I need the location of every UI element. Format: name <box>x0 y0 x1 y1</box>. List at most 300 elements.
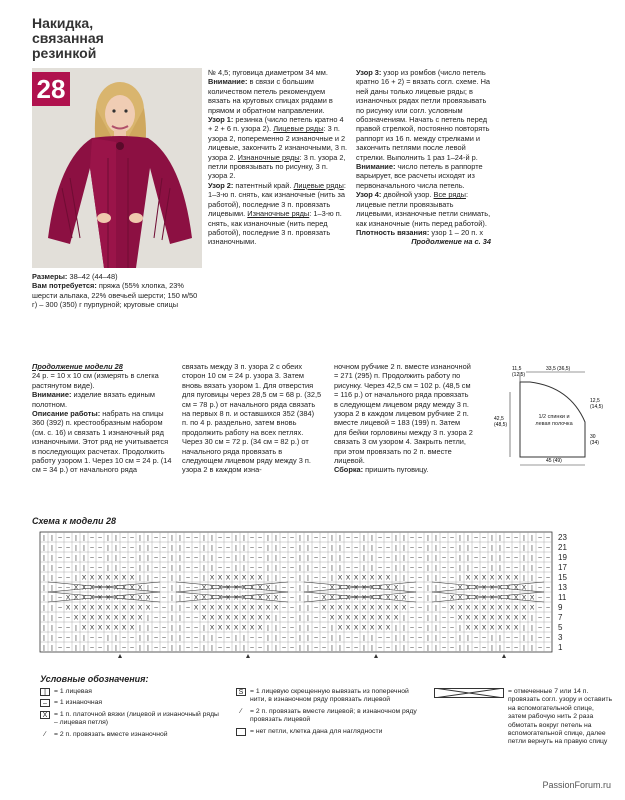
chart-stitch-symbol: – <box>410 574 414 582</box>
chart-stitch-symbol: – <box>98 634 102 642</box>
legend-item <box>40 688 220 696</box>
chart-stitch-symbol: – <box>66 644 70 652</box>
chart-stitch-symbol: – <box>322 624 326 632</box>
chart-stitch-symbol: | <box>371 644 373 652</box>
chart-stitch-symbol: X <box>369 604 375 612</box>
chart-stitch-symbol: | <box>179 604 181 612</box>
chart-stitch-symbol: X <box>481 604 487 612</box>
chart-stitch-symbol: – <box>154 644 158 652</box>
chart-stitch-symbol: | <box>115 564 117 572</box>
chart-stitch-symbol: – <box>218 634 222 642</box>
chart-stitch-symbol: X <box>465 584 471 592</box>
chart-stitch-symbol: – <box>322 544 326 552</box>
chart-title: Схема к модели 28 <box>32 516 116 526</box>
wrap-stitches-symbol-icon <box>434 688 504 698</box>
chart-stitch-symbol: X <box>353 584 359 592</box>
chart-stitch-symbol: – <box>66 584 70 592</box>
chart-stitch-symbol: – <box>314 644 318 652</box>
chart-stitch-symbol: X <box>241 574 247 582</box>
chart-stitch-symbol: X <box>361 614 367 622</box>
chart-stitch-symbol: | <box>435 624 437 632</box>
chart-stitch-symbol: X <box>137 604 143 612</box>
chart-stitch-symbol: | <box>267 634 269 642</box>
chart-stitch-symbol: X <box>193 594 199 602</box>
legend-text: = 2 п. провязать вместе изнаночной <box>54 730 168 738</box>
chart-stitch-symbol: | <box>75 544 77 552</box>
chart-stitch-symbol: | <box>83 544 85 552</box>
chart-stitch-symbol: X <box>369 614 375 622</box>
chart-stitch-symbol: | <box>299 544 301 552</box>
continuation-column-2 <box>182 362 322 475</box>
chart-stitch-symbol: – <box>442 594 446 602</box>
chart-stitch-symbol: | <box>235 544 237 552</box>
chart-stitch-symbol: X <box>497 624 503 632</box>
chart-stitch-symbol: X <box>377 574 383 582</box>
chart-stitch-symbol: X <box>521 594 527 602</box>
chart-row-label: 15 <box>558 573 567 582</box>
chart-stitch-symbol: – <box>410 534 414 542</box>
chart-stitch-symbol: – <box>194 644 198 652</box>
chart-stitch-symbol: X <box>65 604 71 612</box>
chart-stitch-symbol: X <box>489 614 495 622</box>
chart-stitch-symbol: | <box>267 624 269 632</box>
chart-stitch-symbol: – <box>354 644 358 652</box>
chart-stitch-symbol: | <box>427 554 429 562</box>
chart-stitch-symbol: – <box>482 554 486 562</box>
legend-column-3 <box>434 688 614 747</box>
chart-stitch-symbol: – <box>282 534 286 542</box>
chart-stitch-symbol: – <box>186 574 190 582</box>
chart-row-label: 3 <box>558 633 563 642</box>
chart-stitch-symbol: – <box>474 644 478 652</box>
chart-stitch-symbol: | <box>427 584 429 592</box>
chart-stitch-symbol: X <box>97 614 103 622</box>
chart-stitch-symbol: | <box>531 564 533 572</box>
chart-stitch-symbol: – <box>354 634 358 642</box>
chart-stitch-symbol: | <box>363 554 365 562</box>
chart-stitch-symbol: | <box>139 634 141 642</box>
chart-stitch-symbol: – <box>258 534 262 542</box>
chart-stitch-symbol: | <box>171 564 173 572</box>
chart-stitch-symbol: X <box>385 614 391 622</box>
chart-stitch-symbol: | <box>331 544 333 552</box>
legend-text: = 1 изнаночная <box>54 699 103 707</box>
chart-stitch-symbol: | <box>275 614 277 622</box>
work-label: Описание работы: <box>32 409 101 419</box>
chart-stitch-symbol: | <box>435 594 437 602</box>
chart-stitch-symbol: | <box>107 554 109 562</box>
chart-stitch-symbol: X <box>377 604 383 612</box>
chart-stitch-symbol: X <box>529 604 535 612</box>
chart-stitch-symbol: | <box>339 634 341 642</box>
density-label: Плотность вязания: <box>356 227 430 237</box>
chart-stitch-symbol: X <box>249 574 255 582</box>
chart-stitch-symbol: | <box>51 604 53 612</box>
chart-stitch-symbol: – <box>162 574 166 582</box>
chart-stitch-symbol: – <box>154 614 158 622</box>
chart-stitch-symbol: | <box>435 564 437 572</box>
chart-stitch-symbol: – <box>130 564 134 572</box>
chart-stitch-symbol: | <box>307 554 309 562</box>
chart-stitch-symbol: X <box>273 594 279 602</box>
chart-stitch-symbol: – <box>378 634 382 642</box>
chart-stitch-symbol: | <box>467 644 469 652</box>
chart-stitch-symbol: – <box>258 644 262 652</box>
attention-label: Внимание: <box>32 390 72 400</box>
chart-stitch-symbol: – <box>418 594 422 602</box>
chart-stitch-symbol: X <box>361 584 367 592</box>
chart-stitch-symbol: | <box>211 554 213 562</box>
chart-stitch-symbol: | <box>363 564 365 572</box>
chart-stitch-symbol: | <box>467 534 469 542</box>
chart-stitch-symbol: – <box>378 564 382 572</box>
chart-stitch-symbol: X <box>457 614 463 622</box>
chart-stitch-symbol: – <box>194 624 198 632</box>
chart-stitch-symbol: X <box>353 614 359 622</box>
chart-stitch-symbol: – <box>354 544 358 552</box>
chart-stitch-symbol: | <box>307 564 309 572</box>
chart-stitch-symbol: | <box>139 624 141 632</box>
chart-stitch-symbol: X <box>73 584 79 592</box>
chart-stitch-symbol: X <box>217 624 223 632</box>
chart-stitch-symbol: – <box>186 594 190 602</box>
chart-stitch-symbol: X <box>129 574 135 582</box>
chart-stitch-symbol: X <box>457 584 463 592</box>
chart-stitch-symbol: X <box>345 614 351 622</box>
chart-stitch-symbol: X <box>457 594 463 602</box>
work-text: набрать на спицы 360 (392) п. крестообразным набором (см. с. 16) и связать 1 изнаночный ряд изнаночными. Этот ряд не учитывается в последующих расчетах. Продолжить работу узором 1. Через 10 см = 24 р. (14 см = 34 р.) от начального ряда <box>32 409 172 475</box>
repeat-arrow-icon <box>117 654 123 658</box>
chart-stitch-symbol: | <box>395 644 397 652</box>
chart-stitch-symbol: – <box>442 534 446 542</box>
chart-stitch-symbol: | <box>275 644 277 652</box>
sizes-value: 38–42 (44–48) <box>69 272 118 281</box>
chart-stitch-symbol: | <box>467 634 469 642</box>
chart-stitch-symbol: | <box>499 564 501 572</box>
chart-stitch-symbol: – <box>386 564 390 572</box>
chart-stitch-symbol: X <box>73 614 79 622</box>
chart-stitch-symbol: – <box>386 544 390 552</box>
chart-stitch-symbol: X <box>449 604 455 612</box>
chart-stitch-symbol: | <box>331 564 333 572</box>
chart-stitch-symbol: X <box>97 574 103 582</box>
chart-stitch-symbol: – <box>546 574 550 582</box>
chart-stitch-symbol: – <box>290 644 294 652</box>
continued-note: Продолжение на с. 34 <box>411 237 491 247</box>
legend-item <box>236 728 426 736</box>
pattern4-text: двойной узор. <box>381 190 434 200</box>
chart-stitch-symbol: X <box>97 604 103 612</box>
chart-stitch-symbol: | <box>275 584 277 592</box>
chart-stitch-symbol: | <box>331 554 333 562</box>
chart-stitch-symbol: | <box>403 584 405 592</box>
chart-stitch-symbol: X <box>513 584 519 592</box>
chart-stitch-symbol: | <box>307 614 309 622</box>
chart-stitch-symbol: – <box>378 644 382 652</box>
chart-stitch-symbol: – <box>162 634 166 642</box>
purl-symbol-icon: – <box>40 699 50 707</box>
chart-stitch-symbol: – <box>482 534 486 542</box>
chart-stitch-symbol: X <box>513 624 519 632</box>
chart-stitch-symbol: | <box>427 544 429 552</box>
chart-stitch-symbol: – <box>354 534 358 542</box>
chart-stitch-symbol: X <box>361 604 367 612</box>
chart-stitch-symbol: X <box>513 614 519 622</box>
chart-stitch-symbol: | <box>459 624 461 632</box>
chart-stitch-symbol: – <box>290 634 294 642</box>
chart-stitch-symbol: | <box>427 614 429 622</box>
chart-stitch-symbol: – <box>226 564 230 572</box>
chart-stitch-symbol: – <box>58 564 62 572</box>
chart-stitch-symbol: X <box>401 594 407 602</box>
chart-stitch-symbol: | <box>43 624 45 632</box>
chart-stitch-symbol: | <box>339 534 341 542</box>
chart-stitch-symbol: – <box>346 534 350 542</box>
legend-text: = 1 лицевую скрещенную вывязать из поперечной нити, в изнаночном ряду провязать лицевой <box>250 688 409 704</box>
chart-stitch-symbol: | <box>499 534 501 542</box>
chart-stitch-symbol: | <box>523 634 525 642</box>
chart-stitch-symbol: | <box>171 604 173 612</box>
dim-label: 42,5 <box>494 416 504 422</box>
pattern2-text: : 1–3-ю п. снять, как изнаночные (нить перед работой), последние 3 п. провязать изнаночными. <box>208 209 342 247</box>
chart-stitch-symbol: | <box>171 644 173 652</box>
chart-stitch-symbol: – <box>346 544 350 552</box>
chart-stitch-symbol: – <box>154 554 158 562</box>
chart-stitch-symbol: – <box>482 634 486 642</box>
chart-stitch-symbol: | <box>243 534 245 542</box>
chart-stitch-symbol: X <box>473 624 479 632</box>
chart-stitch-symbol: | <box>43 604 45 612</box>
repeat-arrow-icon <box>373 654 379 658</box>
chart-stitch-symbol: | <box>427 534 429 542</box>
chart-stitch-symbol: – <box>482 644 486 652</box>
chart-stitch-symbol: – <box>442 544 446 552</box>
chart-stitch-symbol: | <box>235 534 237 542</box>
chart-stitch-symbol: X <box>369 574 375 582</box>
chart-stitch-symbol: – <box>90 544 94 552</box>
chart-stitch-symbol: – <box>354 554 358 562</box>
chart-stitch-symbol: X <box>337 604 343 612</box>
chart-stitch-symbol: X <box>105 614 111 622</box>
chart-stitch-symbol: | <box>531 574 533 582</box>
chart-stitch-symbol: – <box>290 554 294 562</box>
chart-stitch-symbol: X <box>473 604 479 612</box>
chart-stitch-symbol: X <box>337 594 343 602</box>
chart-stitch-symbol: X <box>513 574 519 582</box>
chart-stitch-symbol: – <box>282 544 286 552</box>
legend-column-1 <box>40 688 220 742</box>
chart-stitch-symbol: | <box>51 634 53 642</box>
chart-stitch-symbol: – <box>450 574 454 582</box>
chart-stitch-symbol: – <box>442 574 446 582</box>
chart-stitch-symbol: X <box>225 594 231 602</box>
chart-stitch-symbol: | <box>523 544 525 552</box>
pattern1-text: резинка (число петель кратно 4 + 2 + 6 п. узора 2). <box>208 115 344 134</box>
chart-stitch-symbol: | <box>275 574 277 582</box>
knit2tog-symbol-icon: ∕ <box>240 707 242 715</box>
chart-stitch-symbol: | <box>43 564 45 572</box>
chart-stitch-symbol: – <box>482 564 486 572</box>
chart-stitch-symbol: | <box>523 534 525 542</box>
chart-stitch-symbol: X <box>233 604 239 612</box>
chart-stitch-symbol: X <box>257 584 263 592</box>
chart-stitch-symbol: | <box>459 564 461 572</box>
chart-stitch-symbol: – <box>194 614 198 622</box>
chart-stitch-symbol: | <box>43 634 45 642</box>
chart-stitch-symbol: – <box>322 534 326 542</box>
chart-stitch-symbol: – <box>122 554 126 562</box>
chart-stitch-symbol: | <box>115 544 117 552</box>
chart-stitch-symbol: X <box>233 594 239 602</box>
chart-stitch-symbol: – <box>314 544 318 552</box>
chart-stitch-symbol: – <box>378 554 382 562</box>
chart-stitch-symbol: X <box>121 604 127 612</box>
chart-stitch-symbol: | <box>403 554 405 562</box>
chart-stitch-symbol: | <box>435 644 437 652</box>
chart-stitch-symbol: X <box>505 624 511 632</box>
assembly-text: пришить пуговицу. <box>363 465 429 475</box>
chart-stitch-symbol: – <box>314 624 318 632</box>
chart-stitch-symbol: – <box>322 554 326 562</box>
chart-stitch-symbol: – <box>282 574 286 582</box>
chart-stitch-symbol: – <box>538 624 542 632</box>
chart-stitch-symbol: X <box>257 614 263 622</box>
chart-stitch-symbol: | <box>531 534 533 542</box>
chart-stitch-symbol: | <box>427 624 429 632</box>
chart-stitch-symbol: X <box>353 594 359 602</box>
chart-stitch-symbol: – <box>282 594 286 602</box>
chart-stitch-symbol: | <box>275 634 277 642</box>
chart-stitch-symbol: | <box>435 544 437 552</box>
chart-stitch-symbol: – <box>474 544 478 552</box>
chart-stitch-symbol: X <box>465 614 471 622</box>
chart-stitch-symbol: X <box>345 574 351 582</box>
chart-stitch-symbol: – <box>322 644 326 652</box>
chart-stitch-symbol: X <box>105 624 111 632</box>
chart-stitch-symbol: | <box>51 534 53 542</box>
chart-stitch-symbol: X <box>385 594 391 602</box>
chart-stitch-symbol: – <box>58 644 62 652</box>
chart-stitch-symbol: X <box>337 614 343 622</box>
chart-stitch-symbol: X <box>361 574 367 582</box>
chart-stitch-symbol: | <box>243 644 245 652</box>
chart-stitch-symbol: – <box>98 554 102 562</box>
attention-label: Внимание: <box>356 162 396 172</box>
chart-stitch-symbol: – <box>58 534 62 542</box>
chart-stitch-symbol: – <box>546 564 550 572</box>
chart-stitch-symbol: – <box>506 554 510 562</box>
density-continued: 24 р. = 10 x 10 см (измерять в слегка растянутом виде). <box>32 371 159 390</box>
chart-stitch-symbol: | <box>299 564 301 572</box>
no-stitch-symbol-icon <box>236 728 246 736</box>
chart-stitch-symbol: X <box>121 574 127 582</box>
chart-stitch-symbol: | <box>435 574 437 582</box>
chart-stitch-symbol: | <box>491 544 493 552</box>
twisted-knit-symbol-icon: S <box>236 688 246 696</box>
chart-stitch-symbol: X <box>121 584 127 592</box>
chart-stitch-symbol: – <box>386 554 390 562</box>
chart-stitch-symbol: | <box>499 644 501 652</box>
chart-stitch-symbol: | <box>427 644 429 652</box>
attention-label: Внимание: <box>208 77 248 87</box>
chart-stitch-symbol: X <box>377 624 383 632</box>
chart-stitch-symbol: – <box>154 594 158 602</box>
chart-stitch-symbol: | <box>203 564 205 572</box>
chart-stitch-symbol: | <box>43 614 45 622</box>
chart-stitch-symbol: – <box>482 544 486 552</box>
materials-text: пряжа (55% хлопка, 23% шерсти альпака, 22% овечьей шерсти; 150 м/50 г) – 300 (350) г пурпурной; круговые спицы <box>32 281 198 310</box>
chart-stitch-symbol: – <box>98 544 102 552</box>
chart-stitch-symbol: – <box>66 614 70 622</box>
chart-stitch-symbol: | <box>171 544 173 552</box>
chart-stitch-symbol: – <box>546 604 550 612</box>
chart-stitch-symbol: | <box>147 584 149 592</box>
chart-stitch-symbol: | <box>331 534 333 542</box>
chart-stitch-symbol: | <box>531 584 533 592</box>
chart-stitch-symbol: – <box>162 614 166 622</box>
chart-stitch-symbol: – <box>410 604 414 612</box>
chart-stitch-symbol: – <box>90 634 94 642</box>
legend-item <box>40 711 220 728</box>
chart-stitch-symbol: | <box>43 584 45 592</box>
chart-stitch-symbol: | <box>267 574 269 582</box>
chart-stitch-symbol: – <box>66 544 70 552</box>
chart-stitch-symbol: – <box>186 614 190 622</box>
chart-stitch-symbol: – <box>410 564 414 572</box>
chart-stitch-symbol: | <box>107 644 109 652</box>
chart-stitch-symbol: X <box>201 594 207 602</box>
title-line: Накидка, <box>32 15 94 31</box>
chart-stitch-symbol: | <box>435 634 437 642</box>
chart-stitch-symbol: | <box>203 544 205 552</box>
chart-stitch-symbol: – <box>322 574 326 582</box>
chart-stitch-symbol: – <box>386 534 390 542</box>
chart-stitch-symbol: X <box>369 624 375 632</box>
chart-stitch-symbol: | <box>531 624 533 632</box>
chart-stitch-symbol: | <box>147 574 149 582</box>
chart-stitch-symbol: – <box>130 554 134 562</box>
chart-stitch-symbol: – <box>378 534 382 542</box>
chart-stitch-symbol: X <box>513 594 519 602</box>
chart-stitch-symbol: – <box>162 554 166 562</box>
chart-stitch-symbol: X <box>113 604 119 612</box>
chart-stitch-symbol: | <box>307 544 309 552</box>
chart-stitch-symbol: X <box>81 614 87 622</box>
chart-stitch-symbol: – <box>58 604 62 612</box>
title-line: связанная <box>32 30 104 46</box>
chart-stitch-symbol: – <box>346 634 350 642</box>
chart-stitch-symbol: X <box>137 594 143 602</box>
chart-stitch-symbol: X <box>505 584 511 592</box>
chart-stitch-symbol: – <box>450 534 454 542</box>
chart-stitch-symbol: X <box>233 574 239 582</box>
chart-stitch-symbol: – <box>538 614 542 622</box>
chart-stitch-symbol: | <box>491 564 493 572</box>
chart-stitch-symbol: | <box>459 574 461 582</box>
chart-stitch-symbol: – <box>186 624 190 632</box>
legend-text: = 2 п. провязать вместе лицевой; в изнаночном ряду провязать лицевой <box>250 707 417 724</box>
chart-stitch-symbol: | <box>147 624 149 632</box>
chart-stitch-symbol: X <box>497 614 503 622</box>
chart-stitch-symbol: | <box>51 554 53 562</box>
chart-stitch-symbol: | <box>307 624 309 632</box>
chart-stitch-symbol: – <box>538 554 542 562</box>
chart-stitch-symbol: | <box>395 544 397 552</box>
chart-stitch-symbol: | <box>139 544 141 552</box>
chart-stitch-symbol: – <box>122 644 126 652</box>
chart-stitch-symbol: – <box>218 554 222 562</box>
chart-stitch-symbol: – <box>418 544 422 552</box>
